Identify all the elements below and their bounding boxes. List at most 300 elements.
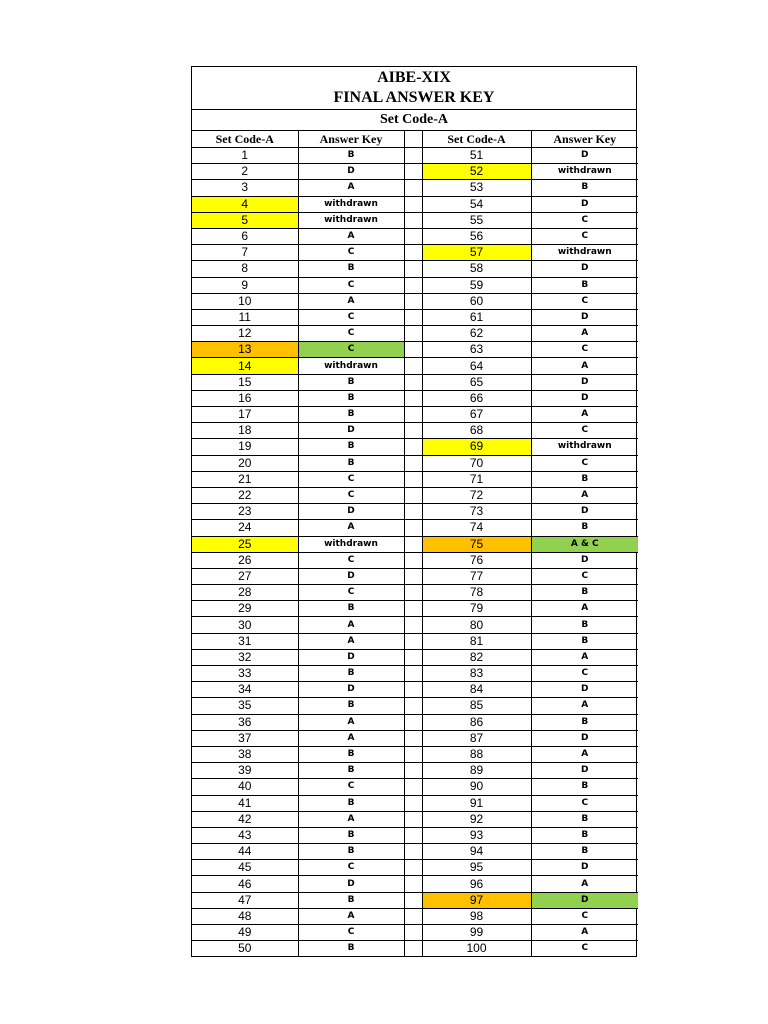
- question-number: 73: [422, 504, 531, 520]
- table-row: [192, 277, 638, 293]
- header-left-answer: Answer Key: [298, 131, 404, 148]
- answer-key-cell: C: [531, 666, 638, 682]
- answer-key-cell: C: [298, 277, 404, 293]
- question-number: 10: [192, 293, 298, 309]
- title-block: [192, 67, 636, 110]
- column-separator: [404, 844, 422, 860]
- answer-key-cell: B: [531, 827, 638, 843]
- answer-key-cell: C: [298, 471, 404, 487]
- question-number: 65: [422, 374, 531, 390]
- question-number: 40: [192, 779, 298, 795]
- question-number: 50: [192, 941, 298, 957]
- question-number: 5: [192, 212, 298, 228]
- answer-key-cell: D: [531, 374, 638, 390]
- answer-key-cell: C: [298, 552, 404, 568]
- question-number: 83: [422, 666, 531, 682]
- answer-key-cell: C: [531, 568, 638, 584]
- answer-key-cell: B: [298, 827, 404, 843]
- question-number: 74: [422, 520, 531, 536]
- question-number: 80: [422, 617, 531, 633]
- answer-key-cell: withdrawn: [531, 245, 638, 261]
- question-number: 98: [422, 908, 531, 924]
- question-number: 59: [422, 277, 531, 293]
- question-number: 11: [192, 309, 298, 325]
- question-number: 91: [422, 795, 531, 811]
- header-left-question: Set Code-A: [192, 131, 298, 148]
- question-number: 31: [192, 633, 298, 649]
- question-number: 14: [192, 358, 298, 374]
- answer-key-cell: B: [298, 746, 404, 762]
- answer-key-cell: B: [531, 520, 638, 536]
- column-separator: [404, 860, 422, 876]
- table-row: [192, 827, 638, 843]
- question-number: 68: [422, 423, 531, 439]
- answer-key-cell: D: [531, 196, 638, 212]
- question-number: 95: [422, 860, 531, 876]
- column-separator: [404, 714, 422, 730]
- question-number: 19: [192, 439, 298, 455]
- table-row: [192, 309, 638, 325]
- answer-key-cell: B: [298, 601, 404, 617]
- table-row: [192, 471, 638, 487]
- set-code-label: Set Code-A: [192, 110, 636, 131]
- question-number: 38: [192, 746, 298, 762]
- table-row: [192, 795, 638, 811]
- answer-key-cell: A & C: [531, 536, 638, 552]
- answer-key-cell: D: [298, 423, 404, 439]
- column-separator: [404, 520, 422, 536]
- question-number: 26: [192, 552, 298, 568]
- answer-key-cell: D: [531, 552, 638, 568]
- question-number: 92: [422, 811, 531, 827]
- column-separator: [404, 245, 422, 261]
- question-number: 21: [192, 471, 298, 487]
- column-separator: [404, 309, 422, 325]
- column-separator: [404, 293, 422, 309]
- question-number: 36: [192, 714, 298, 730]
- answer-key-cell: B: [531, 811, 638, 827]
- column-separator: [404, 455, 422, 471]
- answer-key-cell: B: [298, 390, 404, 406]
- question-number: 47: [192, 892, 298, 908]
- question-number: 81: [422, 633, 531, 649]
- table-row: [192, 568, 638, 584]
- question-number: 51: [422, 148, 531, 164]
- column-separator: [404, 698, 422, 714]
- table-row: [192, 617, 638, 633]
- table-row: [192, 779, 638, 795]
- column-separator: [404, 633, 422, 649]
- column-separator: [404, 326, 422, 342]
- column-separator: [404, 601, 422, 617]
- question-number: 2: [192, 164, 298, 180]
- table-row: [192, 633, 638, 649]
- question-number: 6: [192, 228, 298, 244]
- question-number: 58: [422, 261, 531, 277]
- question-number: 9: [192, 277, 298, 293]
- question-number: 93: [422, 827, 531, 843]
- table-row: [192, 164, 638, 180]
- table-row: [192, 666, 638, 682]
- question-number: 97: [422, 892, 531, 908]
- answer-key-cell: B: [531, 471, 638, 487]
- column-separator: [404, 471, 422, 487]
- answer-key-cell: C: [531, 293, 638, 309]
- question-number: 13: [192, 342, 298, 358]
- answer-key-cell: B: [531, 844, 638, 860]
- answer-key-cell: C: [298, 925, 404, 941]
- question-number: 41: [192, 795, 298, 811]
- question-number: 84: [422, 682, 531, 698]
- table-row: [192, 714, 638, 730]
- answer-key-cell: C: [298, 309, 404, 325]
- question-number: 89: [422, 763, 531, 779]
- column-separator: [404, 487, 422, 503]
- column-separator: [404, 876, 422, 892]
- question-number: 94: [422, 844, 531, 860]
- question-number: 75: [422, 536, 531, 552]
- question-number: 55: [422, 212, 531, 228]
- answer-key-cell: A: [531, 358, 638, 374]
- column-separator: [404, 407, 422, 423]
- question-number: 49: [192, 925, 298, 941]
- table-row: [192, 423, 638, 439]
- column-separator: [404, 439, 422, 455]
- column-separator: [404, 649, 422, 665]
- table-row: [192, 908, 638, 924]
- table-row: [192, 487, 638, 503]
- answer-key-cell: A: [298, 617, 404, 633]
- column-separator: [404, 358, 422, 374]
- answer-key-cell: D: [531, 390, 638, 406]
- column-separator: [404, 423, 422, 439]
- column-separator: [404, 892, 422, 908]
- question-number: 25: [192, 536, 298, 552]
- table-row: [192, 552, 638, 568]
- answer-key-cell: D: [298, 164, 404, 180]
- answer-key-cell: C: [531, 212, 638, 228]
- question-number: 16: [192, 390, 298, 406]
- document-subtitle: FINAL ANSWER KEY: [333, 89, 495, 106]
- table-row: [192, 374, 638, 390]
- table-header-row: [192, 131, 638, 148]
- question-number: 76: [422, 552, 531, 568]
- answer-key-cell: D: [298, 504, 404, 520]
- answer-key-cell: A: [531, 698, 638, 714]
- question-number: 77: [422, 568, 531, 584]
- question-number: 96: [422, 876, 531, 892]
- table-row: [192, 876, 638, 892]
- question-number: 48: [192, 908, 298, 924]
- table-row: [192, 520, 638, 536]
- column-separator: [404, 164, 422, 180]
- column-separator: [404, 196, 422, 212]
- answer-key-cell: A: [531, 649, 638, 665]
- question-number: 34: [192, 682, 298, 698]
- question-number: 100: [422, 941, 531, 957]
- header-right-question: Set Code-A: [422, 131, 531, 148]
- column-separator: [404, 795, 422, 811]
- answer-key-cell: B: [531, 180, 638, 196]
- answer-key-cell: D: [531, 309, 638, 325]
- column-separator: [404, 552, 422, 568]
- answer-key-cell: C: [298, 487, 404, 503]
- column-separator: [404, 212, 422, 228]
- answer-key-cell: B: [298, 844, 404, 860]
- question-number: 82: [422, 649, 531, 665]
- answer-key-cell: C: [298, 326, 404, 342]
- table-row: [192, 536, 638, 552]
- table-row: [192, 439, 638, 455]
- answer-key-cell: C: [531, 455, 638, 471]
- question-number: 72: [422, 487, 531, 503]
- answer-key-table: [192, 131, 638, 956]
- table-row: [192, 180, 638, 196]
- answer-key-cell: A: [531, 925, 638, 941]
- question-number: 46: [192, 876, 298, 892]
- question-number: 30: [192, 617, 298, 633]
- question-number: 24: [192, 520, 298, 536]
- answer-key-cell: A: [531, 601, 638, 617]
- table-row: [192, 746, 638, 762]
- answer-key-cell: A: [298, 811, 404, 827]
- question-number: 67: [422, 407, 531, 423]
- table-row: [192, 730, 638, 746]
- question-number: 45: [192, 860, 298, 876]
- question-number: 87: [422, 730, 531, 746]
- table-row: [192, 293, 638, 309]
- question-number: 79: [422, 601, 531, 617]
- question-number: 90: [422, 779, 531, 795]
- column-separator: [404, 504, 422, 520]
- question-number: 8: [192, 261, 298, 277]
- answer-key-cell: A: [298, 228, 404, 244]
- answer-key-cell: C: [298, 245, 404, 261]
- answer-key-cell: A: [298, 633, 404, 649]
- table-row: [192, 326, 638, 342]
- question-number: 69: [422, 439, 531, 455]
- question-number: 35: [192, 698, 298, 714]
- table-row: [192, 358, 638, 374]
- column-separator: [404, 763, 422, 779]
- answer-key-cell: D: [531, 860, 638, 876]
- answer-key-cell: B: [531, 585, 638, 601]
- question-number: 18: [192, 423, 298, 439]
- column-separator: [404, 536, 422, 552]
- question-number: 53: [422, 180, 531, 196]
- answer-key-cell: B: [531, 617, 638, 633]
- answer-key-cell: B: [298, 455, 404, 471]
- answer-key-cell: D: [531, 892, 638, 908]
- answer-key-cell: C: [298, 585, 404, 601]
- question-number: 66: [422, 390, 531, 406]
- answer-key-cell: D: [298, 682, 404, 698]
- answer-key-sheet: [191, 66, 637, 957]
- table-row: [192, 941, 638, 957]
- column-separator: [404, 374, 422, 390]
- answer-key-cell: A: [298, 908, 404, 924]
- question-number: 85: [422, 698, 531, 714]
- question-number: 37: [192, 730, 298, 746]
- table-row: [192, 228, 638, 244]
- table-row: [192, 212, 638, 228]
- answer-key-cell: D: [298, 649, 404, 665]
- answer-key-cell: A: [298, 730, 404, 746]
- answer-key-cell: B: [298, 666, 404, 682]
- question-number: 12: [192, 326, 298, 342]
- answer-key-cell: B: [531, 779, 638, 795]
- answer-key-cell: B: [298, 439, 404, 455]
- column-separator: [404, 746, 422, 762]
- table-row: [192, 811, 638, 827]
- question-number: 42: [192, 811, 298, 827]
- question-number: 56: [422, 228, 531, 244]
- table-row: [192, 649, 638, 665]
- header-right-answer: Answer Key: [531, 131, 638, 148]
- answer-key-cell: D: [298, 568, 404, 584]
- column-separator: [404, 827, 422, 843]
- answer-key-cell: B: [298, 763, 404, 779]
- question-number: 63: [422, 342, 531, 358]
- column-separator: [404, 180, 422, 196]
- table-row: [192, 585, 638, 601]
- question-number: 43: [192, 827, 298, 843]
- column-separator: [404, 811, 422, 827]
- answer-key-cell: C: [531, 342, 638, 358]
- table-row: [192, 390, 638, 406]
- column-separator: [404, 261, 422, 277]
- table-row: [192, 763, 638, 779]
- answer-key-cell: withdrawn: [298, 196, 404, 212]
- question-number: 54: [422, 196, 531, 212]
- answer-key-cell: D: [531, 682, 638, 698]
- question-number: 7: [192, 245, 298, 261]
- question-number: 99: [422, 925, 531, 941]
- answer-key-cell: withdrawn: [298, 212, 404, 228]
- answer-key-cell: C: [298, 860, 404, 876]
- question-number: 62: [422, 326, 531, 342]
- question-number: 4: [192, 196, 298, 212]
- question-number: 3: [192, 180, 298, 196]
- column-separator: [404, 390, 422, 406]
- answer-key-cell: B: [298, 892, 404, 908]
- answer-key-cell: A: [531, 487, 638, 503]
- answer-key-cell: withdrawn: [298, 536, 404, 552]
- question-number: 60: [422, 293, 531, 309]
- answer-key-cell: B: [298, 795, 404, 811]
- question-number: 86: [422, 714, 531, 730]
- table-row: [192, 407, 638, 423]
- column-separator: [404, 277, 422, 293]
- answer-key-cell: withdrawn: [531, 439, 638, 455]
- column-separator: [404, 941, 422, 957]
- answer-key-cell: A: [531, 326, 638, 342]
- table-row: [192, 698, 638, 714]
- answer-key-cell: B: [298, 261, 404, 277]
- answer-key-cell: withdrawn: [298, 358, 404, 374]
- table-row: [192, 261, 638, 277]
- question-number: 70: [422, 455, 531, 471]
- answer-key-cell: C: [298, 342, 404, 358]
- column-separator: [404, 925, 422, 941]
- answer-key-cell: A: [298, 520, 404, 536]
- column-separator: [404, 342, 422, 358]
- answer-key-cell: A: [298, 714, 404, 730]
- column-separator: [404, 682, 422, 698]
- answer-key-cell: B: [298, 407, 404, 423]
- question-number: 33: [192, 666, 298, 682]
- table-row: [192, 925, 638, 941]
- answer-key-cell: B: [298, 698, 404, 714]
- column-separator: [404, 568, 422, 584]
- answer-key-cell: A: [531, 876, 638, 892]
- answer-key-cell: C: [531, 908, 638, 924]
- question-number: 17: [192, 407, 298, 423]
- answer-key-cell: B: [298, 374, 404, 390]
- question-number: 23: [192, 504, 298, 520]
- column-separator: [404, 228, 422, 244]
- answer-key-cell: C: [298, 779, 404, 795]
- column-separator: [404, 779, 422, 795]
- answer-key-cell: D: [531, 261, 638, 277]
- table-row: [192, 682, 638, 698]
- question-number: 71: [422, 471, 531, 487]
- answer-key-cell: A: [531, 407, 638, 423]
- table-row: [192, 844, 638, 860]
- question-number: 64: [422, 358, 531, 374]
- question-number: 88: [422, 746, 531, 762]
- column-separator: [404, 585, 422, 601]
- question-number: 29: [192, 601, 298, 617]
- question-number: 44: [192, 844, 298, 860]
- table-row: [192, 148, 638, 164]
- table-row: [192, 245, 638, 261]
- column-separator: [404, 908, 422, 924]
- answer-key-cell: D: [298, 876, 404, 892]
- table-row: [192, 196, 638, 212]
- question-number: 22: [192, 487, 298, 503]
- column-separator: [404, 666, 422, 682]
- question-number: 57: [422, 245, 531, 261]
- answer-key-cell: D: [531, 504, 638, 520]
- column-separator: [404, 617, 422, 633]
- answer-key-cell: withdrawn: [531, 164, 638, 180]
- table-row: [192, 601, 638, 617]
- question-number: 20: [192, 455, 298, 471]
- question-number: 61: [422, 309, 531, 325]
- table-row: [192, 455, 638, 471]
- answer-key-cell: D: [531, 730, 638, 746]
- question-number: 15: [192, 374, 298, 390]
- exam-title: AIBE-XIX: [377, 69, 451, 86]
- question-number: 32: [192, 649, 298, 665]
- question-number: 52: [422, 164, 531, 180]
- answer-key-cell: B: [531, 277, 638, 293]
- answer-key-cell: B: [531, 714, 638, 730]
- answer-key-cell: C: [531, 941, 638, 957]
- answer-key-cell: A: [298, 293, 404, 309]
- question-number: 1: [192, 148, 298, 164]
- table-row: [192, 860, 638, 876]
- answer-key-cell: B: [298, 148, 404, 164]
- answer-key-cell: C: [531, 423, 638, 439]
- question-number: 27: [192, 568, 298, 584]
- answer-key-cell: A: [531, 746, 638, 762]
- answer-key-cell: D: [531, 763, 638, 779]
- table-row: [192, 892, 638, 908]
- answer-key-cell: B: [531, 633, 638, 649]
- answer-key-cell: A: [298, 180, 404, 196]
